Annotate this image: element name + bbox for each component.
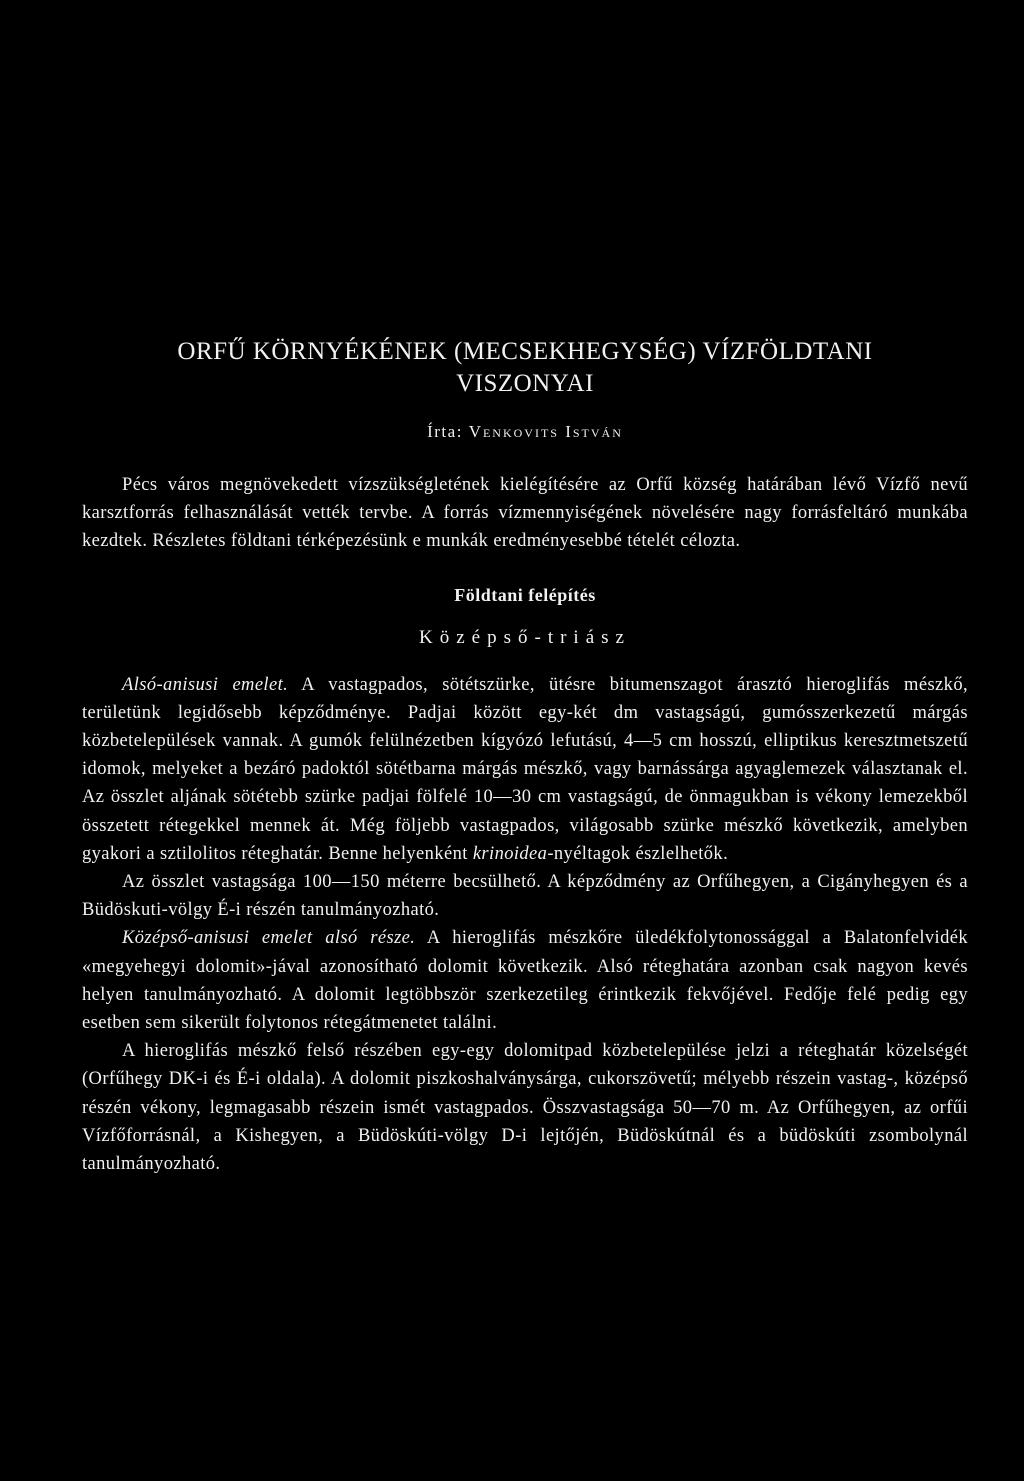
section-heading: Földtani felépítés	[454, 584, 596, 605]
inline-italic-term: krinoidea	[472, 843, 548, 864]
paragraph-body: A vastagpados, sötétszürke, ütésre bitumenszagot árasztó hieroglifás mészkő, területünk legidősebb képződménye. Padjai között egy-két dm vastagságú, gumósszerkezetű márgás közbetelepülések vannak. A gumók felülnézetben kígyózó lefutású, 4—5 cm hosszú, elliptikus keresztmetszetű idomok, melyeket a bezáró padoktól sötétbarna márgás mészkő, vagy barnássárga agyaglemezek választanak el. Az összlet aljának sötétebb szürke padjai fölfelé 10—30 cm vastagságú, de önmagukban is vékony lemezekből összetett rétegekkel mennek át. Még följebb vastagpados, világosabb szürke mészkő következik, amelyben gyakori a sztilolitos réteghatár. Benne helyenként	[82, 674, 968, 864]
article-title	[82, 336, 968, 400]
paragraph-title-italic: Középső-anisusi emelet alsó része.	[122, 928, 416, 949]
paragraph-dolomite: A hieroglifás mészkő felső részében egy-egy dolomitpad közbetelepülése jelzi a réteghatár közelségét (Orfűhegy DK-i és É-i oldala). A dolomit piszkoshalványsárga, cukorszövetű; mélyebb részein vastag-, középső részén vékony, legmagasabb részein ismét vastagpados. Összvastagsága 50—70 m. Az Orfűhegyen, az orfűi Vízfőforrásnál, a Kishegyen, a Büdöskúti-völgy D-i lejtőjén, Büdöskútnál és a büdöskúti zsombolynál tanulmányozható.	[82, 1041, 968, 1175]
paragraph-body-end: -nyéltagok észlelhetők.	[547, 843, 729, 864]
title-line-2: VISZONYAI	[456, 370, 594, 397]
title-line-1: ORFŰ KÖRNYÉKÉNEK (MECSEKHEGYSÉG) VÍZFÖLDTANI	[177, 338, 873, 365]
paragraph-kozepso-anisusi	[82, 924, 968, 1037]
paragraph-thickness: Az összlet vastagsága 100—150 méterre becsülhető. A képződmény az Orfűhegyen, a Cigányhegyen és a Büdöskuti-völgy É-i részén tanulmányozható.	[82, 872, 968, 921]
intro-paragraph: Pécs város megnövekedett vízszükségletének kielégítésére az Orfű község határában lévő Vízfő nevű karsztforrás felhasználását vették tervbe. A forrás vízmennyiségének növelésére nagy forrásfeltáró munkába kezdtek. Részletes földtani térképezésünk e munkák eredményesebbé tételét célozta.	[82, 475, 968, 552]
author-name: Venkovits István	[468, 422, 623, 441]
document-page	[82, 336, 968, 1178]
author-line	[82, 422, 968, 442]
author-prefix: Írta:	[427, 422, 463, 441]
paragraph-title-italic: Alsó-anisusi emelet.	[122, 674, 289, 695]
paragraph-body: A hieroglifás mészkőre üledékfolytonossággal a Balatonfelvidék «megyehegyi dolomit»-jával azonosítható dolomit következik. Alsó réteghatára azonban csak nagyon kevés helyen tanulmányozható. A dolomit legtöbbször szerkezetileg érintkezik fekvőjével. Fedője felé pedig egy esetben sem sikerült folytonos rétegátmenetet találni.	[82, 928, 968, 1034]
section-subheading: Középső-triász	[419, 626, 631, 648]
paragraph-also-anisusi	[82, 671, 968, 868]
